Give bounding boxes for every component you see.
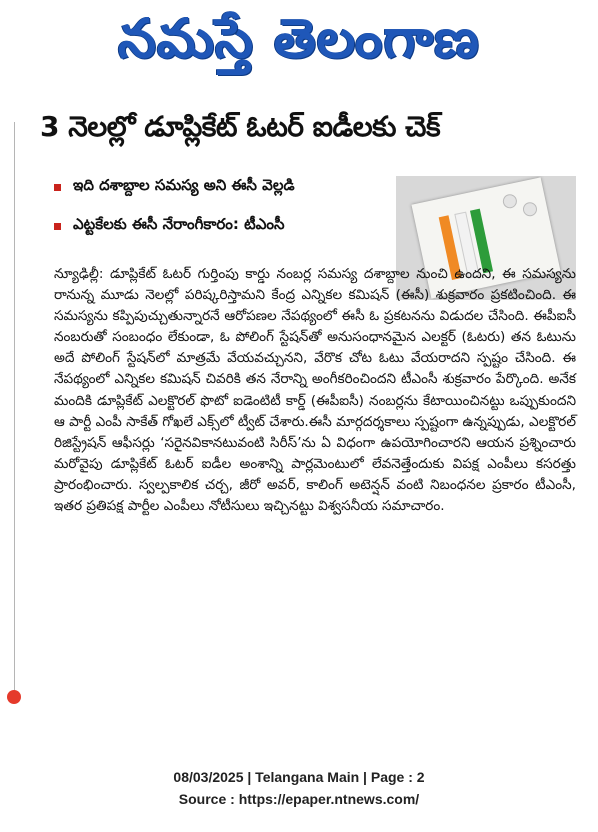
bullet-item xyxy=(54,215,384,237)
masthead xyxy=(0,0,598,92)
bullet-marker xyxy=(54,223,61,230)
bullet-text: ఇది దశాబ్దాల సమస్య అని ఈసీ వెల్లడి xyxy=(73,176,295,194)
bullet-marker xyxy=(54,184,61,191)
bullet-list xyxy=(54,176,384,254)
footer-date-line: 08/03/2025 | Telangana Main | Page : 2 xyxy=(173,769,425,785)
machine-knob xyxy=(522,201,539,218)
machine-knob xyxy=(502,193,519,210)
footer-source-line: Source : https://epaper.ntnews.com/ xyxy=(178,791,420,807)
bullet-text: ఎట్టకేలకు ఈసీ నేరాంగీకారం: టీఎంసీ xyxy=(73,215,285,233)
left-rule xyxy=(14,122,15,696)
scroll-dot xyxy=(7,690,21,704)
masthead-title: నమస్తే తెలంగాణ xyxy=(118,6,480,70)
headline: 3 నెలల్లో డూప్లికేట్ ఓటర్ ఐడీలకు చెక్ xyxy=(40,110,441,143)
bullet-item xyxy=(54,176,384,198)
footer xyxy=(0,766,598,810)
article-body: న్యూఢిల్లీ: డూప్లికేట్ ఓటర్ గుర్తింపు కార్డు నంబర్ల సమస్య దశాబ్దాల నుంచి ఉందని, ఈ సమస్యను రానున్న మూడు నెలల్లో పరిష్కరిస్తామని కేంద్ర ఎన్నికల కమిషన్ (ఈసీ) శుక్రవారం ప్రకటించింది. ఈ సమస్యను కప్పిపుచ్చుతున్నారనే ఆరోపణల నేపథ్యంలో ఈసీ ఓ ప్రకటనను విడుదల చేసింది. ఈపీఐసీ నంబరుతో సంబంధం లేకుండా, ఓ పోలింగ్ స్టేషన్‌తో అనుసంధానమైన ఎలక్టర్ (ఓటరు) తన ఓటును అదే పోలింగ్ స్టేషన్‌లో మాత్రమే వేయవచ్చునని, వేరొక చోట ఓటు వేయరాదని స్పష్టం చేసింది. ఈ నేపథ్యంలో ఎన్నికల కమిషన్ చివరికి తన నేరాన్ని అంగీకరించిందని టీఎంసీ శుక్రవారం పేర్కొంది. అనేక మందికి డూప్లికేట్ ఎలక్టొరల్ ఫొటో ఐడెంటిటీ కార్డ్ (ఈపీఐసీ) నంబర్లను కేటాయించినట్టు ఒప్పుకుందని ఆ పార్టీ ఎంపీ సాకేత్ గోఖలే ఎక్స్‌లో ట్వీట్ చేశారు.ఈసీ మార్గదర్శకాలు స్పష్టంగా ఉన్నప్పుడు, ఎలక్టొరల్ రిజిస్ట్రేషన్ ఆఫీసర్లు ‘సరైనవికానటువంటి సిరీస్’ను ఏ విధంగా ఉపయోగించారని ఆయన ప్రశ్నించారు మరోవైపు డూప్లికేట్ ఓటర్ ఐడీల అంశాన్ని పార్లమెంటులో లేవనెత్తేందుకు విపక్ష ఎంపీలు కసరత్తు ప్రారంభించారు. స్వల్పకాలిక చర్చ, జీరో అవర్, కాలింగ్ అటెన్షన్ వంటి నిబంధనల ప్రకారం టీఎంసీ, ఇతర ప్రతిపక్ష పార్టీల ఎంపీలు నోటీసులు ఇచ్చినట్టు విశ్వసనీయ సమాచారం. xyxy=(54,266,576,515)
